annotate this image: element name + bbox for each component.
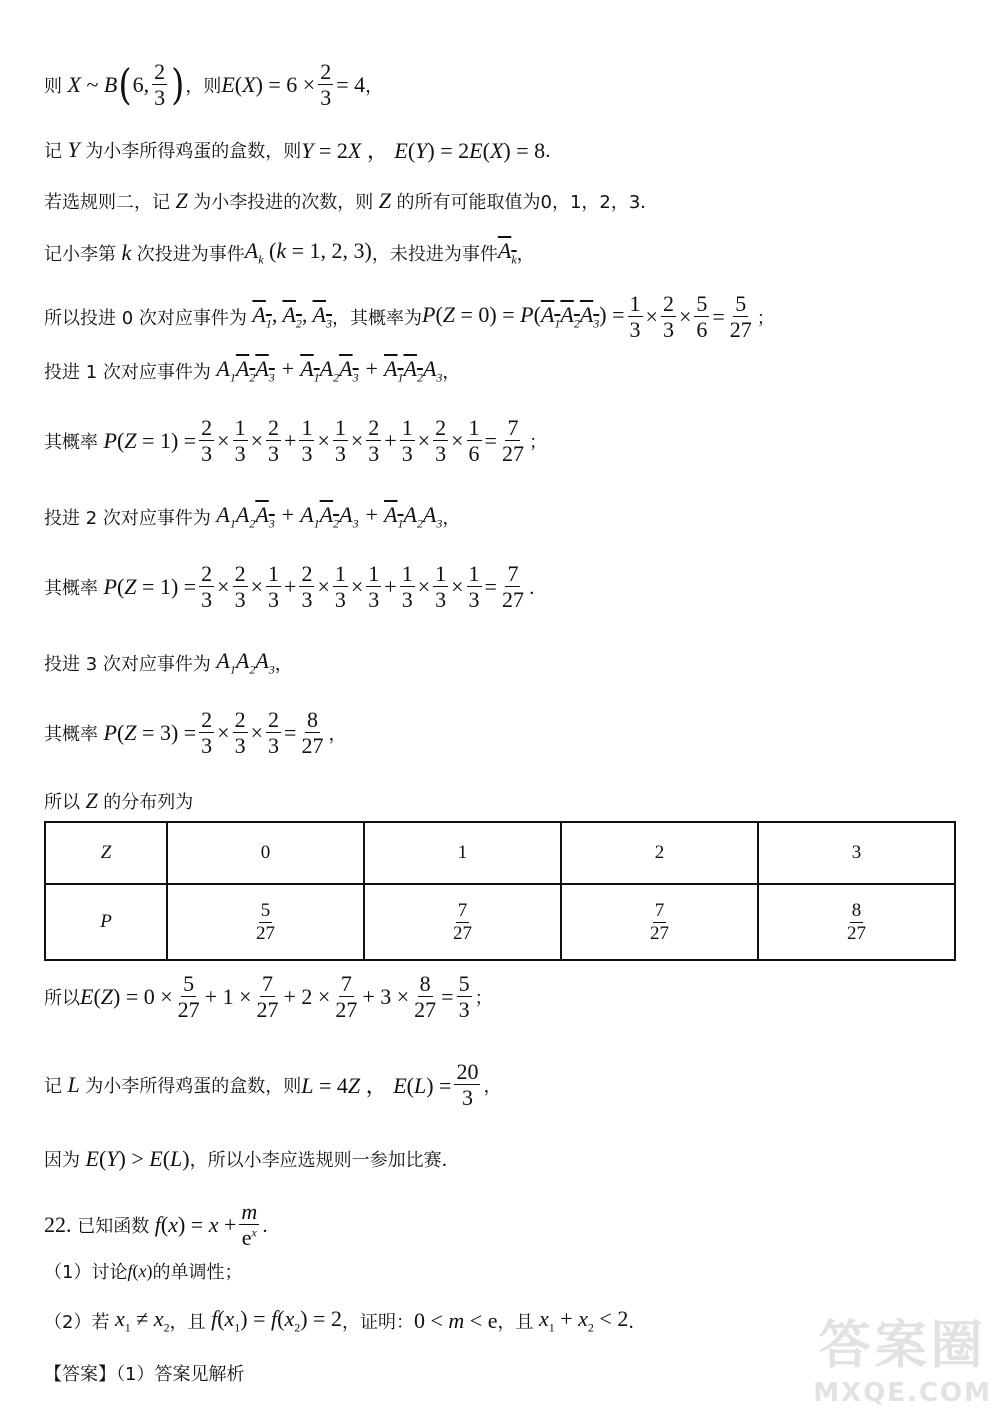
line-l-def: 记 L 为小李所得鸡蛋的盒数，则 L = 4Z ， E(L) = $\frac{20}{3}$ ，	[44, 1059, 502, 1111]
line-zero-throws: 所以投进 0 次对应事件为 $A_1$, $A_2$, $A_3$ ，其概率为 $P(Z = 0) = P(A_1A_2A_3)$ = $\frac{1}{3}$ × $\frac{2}{3}$ × $\frac{5}{6}$ = $\frac{5}{27}$ ；	[44, 291, 775, 343]
answer-line: 【答案】（1）答案见解析	[44, 1364, 245, 1385]
line-distribution-intro: 所以 Z 的分布列为	[44, 788, 194, 813]
watermark-logo: 答案圈 MXQE.COM	[813, 1316, 992, 1408]
table-cell-p0: $\frac{5}{27}$	[167, 884, 364, 960]
table-row-probabilities	[45, 884, 955, 960]
table-header-z: Z	[45, 822, 167, 884]
table-cell-z2: 2	[561, 822, 758, 884]
question-22: 22. 已知函数 f(x) = x + $\frac{m}{e^x}$ ．	[44, 1199, 281, 1251]
table-row-values	[45, 822, 955, 884]
distribution-table	[44, 821, 956, 961]
question-22-part-1: （1）讨论 f(x) 的单调性；	[44, 1260, 243, 1283]
table-header-p: P	[45, 884, 167, 960]
table-cell-z0: 0	[167, 822, 364, 884]
line-rule-two: 若选规则二，记 Z 为小李投进的次数，则 Z 的所有可能取值为 0，1，2，3．	[44, 188, 659, 213]
line-three-throw-events: 投进 3 次对应事件为 $A_1A_2A_3$ ，	[44, 648, 293, 677]
table-cell-p2: $\frac{7}{27}$	[561, 884, 758, 960]
line-two-throw-prob: 其概率 P(Z = 1) = $\frac{2}{3}$ × $\frac{2}{3}$ × $\frac{1}{3}$ + $\frac{2}{3}$ × $\frac{1}{3}$ × $\frac{1}{3}$ + $\frac{1}{3}$ × $\frac{1}{3}$ × $\frac{1}{3}$ = $\frac{7}{27}$ ．	[44, 561, 547, 613]
table-cell-z3: 3	[758, 822, 955, 884]
line-one-throw-events: 投进 1 次对应事件为 $A_1A_2A_3 + A_1A_2A_3 + A_1A_2A_3$ ，	[44, 356, 461, 385]
line-one-throw-prob: 其概率 P(Z = 1) = $\frac{2}{3}$ × $\frac{1}{3}$ × $\frac{2}{3}$ + $\frac{1}{3}$ × $\frac{1}{3}$ × $\frac{2}{3}$ + $\frac{1}{3}$ × $\frac{2}{3}$ × $\frac{1}{6}$ = $\frac{7}{27}$ ；	[44, 415, 547, 467]
line-conclusion: 因为 E(Y) > E(L) ，所以小李应选规则一参加比赛．	[44, 1146, 460, 1171]
line-expectation-z: 所以 E(Z) = 0 × $\frac{5}{27}$ + 1 × $\frac{7}{27}$ + 2 × $\frac{7}{27}$ + 3 × $\frac{8}{27}$ = $\frac{5}{3}$ ；	[44, 971, 493, 1023]
line-y-def: 记 Y 为小李所得鸡蛋的盒数，则 Y = 2X ， E(Y) = 2E(X) = 8 ．	[44, 136, 564, 163]
table-cell-z1: 1	[364, 822, 561, 884]
line-three-throw-prob: 其概率 P(Z = 3) = $\frac{2}{3}$ × $\frac{2}{3}$ × $\frac{2}{3}$ = $\frac{8}{27}$ ，	[44, 707, 347, 759]
line-two-throw-events: 投进 2 次对应事件为 $A_1A_2A_3 + A_1A_2A_3 + A_1A_2A_3$ ，	[44, 502, 461, 531]
question-22-part-2: （2）若 $x_1 \ne x_2$ ，且 $f(x_1) = f(x_2) = 2$ ，证明： 0 < m < e ，且 $x_1 + x_2 < 2$ ．	[44, 1306, 647, 1335]
table-cell-p3: $\frac{8}{27}$	[758, 884, 955, 960]
line-events: 记小李第 k 次投进为事件 $A_k$ (k = 1, 2, 3) ，未投进为事件 $A_k$ ，	[44, 238, 535, 267]
line-binomial: 则 X ~ B ( 6, $\frac{2}{3}$ ) ，则 E(X) = 6 × $\frac{2}{3}$ = 4 ，	[44, 59, 384, 111]
table-cell-p1: $\frac{7}{27}$	[364, 884, 561, 960]
